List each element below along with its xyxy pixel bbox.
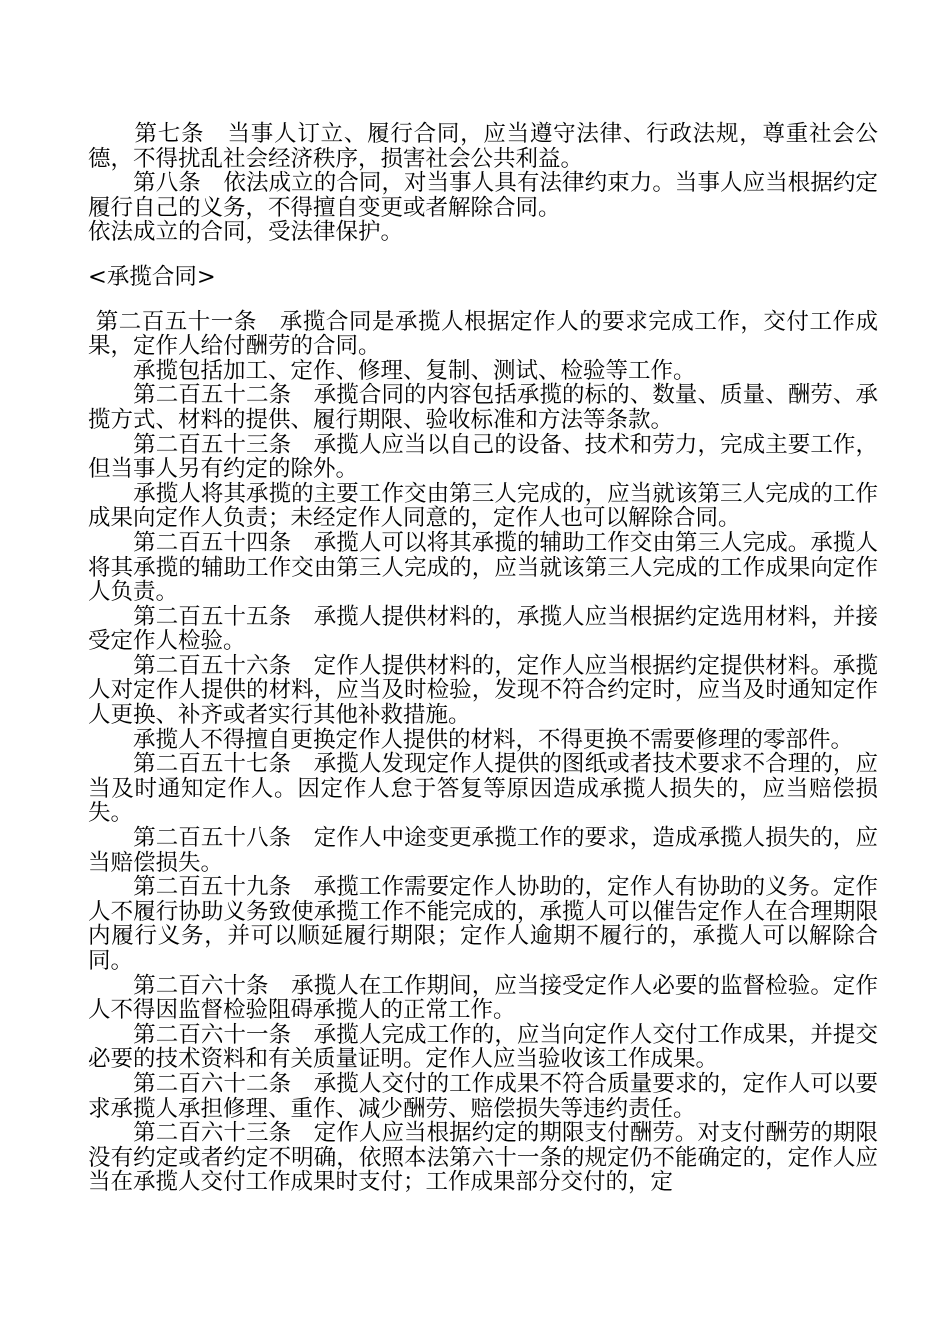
paragraph-article-7: 第七条 当事人订立、履行合同，应当遵守法律、行政法规，尊重社会公德，不得扰乱社会经济秩序，损害社会公共利益。 — [88, 121, 878, 172]
paragraph-article-253: 第二百五十三条 承揽人应当以自己的设备、技术和劳力，完成主要工作，但当事人另有约定的除外。 — [88, 431, 878, 483]
paragraph-article-263: 第二百六十三条 定作人应当根据约定的期限支付酬劳。对支付酬劳的期限没有约定或者约定不明确，依照本法第六十一条的规定仍不能确定的，定作人应当在承揽人交付工作成果时支付；工作成果部分交付的，定 — [88, 1120, 878, 1196]
section-heading: <承揽合同> — [88, 263, 216, 290]
paragraph-article-261: 第二百六十一条 承揽人完成工作的，应当向定作人交付工作成果，并提交必要的技术资料和有关质量证明。定作人应当验收该工作成果。 — [88, 1021, 878, 1073]
paragraph-legal-protection: 依法成立的合同，受法律保护。 — [88, 219, 404, 246]
paragraph: 承揽人将其承揽的主要工作交由第三人完成的，应当就该第三人完成的工作成果向定作人负责；未经定作人同意的，定作人也可以解除合同。 — [88, 480, 878, 532]
paragraph-article-251: 第二百五十一条 承揽合同是承揽人根据定作人的要求完成工作，交付工作成果，定作人给付酬劳的合同。 — [88, 308, 878, 360]
document-page — [88, 122, 878, 1195]
paragraph-article-255: 第二百五十五条 承揽人提供材料的，承揽人应当根据约定选用材料，并接受定作人检验。 — [88, 603, 878, 655]
paragraph: 承揽包括加工、定作、修理、复制、测试、检验等工作。 — [88, 357, 696, 384]
paragraph-article-258: 第二百五十八条 定作人中途变更承揽工作的要求，造成承揽人损失的，应当赔偿损失。 — [88, 825, 878, 876]
spacer — [88, 245, 878, 265]
paragraph-article-262: 第二百六十二条 承揽人交付的工作成果不符合质量要求的，定作人可以要求承揽人承担修理、重作、减少酬劳、赔偿损失等违约责任。 — [88, 1070, 878, 1122]
spacer — [88, 290, 878, 310]
paragraph-article-257: 第二百五十七条 承揽人发现定作人提供的图纸或者技术要求不合理的，应当及时通知定作人。因定作人怠于答复等原因造成承揽人损失的，应当赔偿损失。 — [88, 751, 878, 827]
paragraph-article-259: 第二百五十九条 承揽工作需要定作人协助的，定作人有协助的义务。定作人不履行协助义务致使承揽工作不能完成的，承揽人可以催告定作人在合理期限内履行义务，并可以顺延履行期限；定作人逾期不履行的，承揽人可以解除合同。 — [88, 874, 878, 974]
paragraph-article-260: 第二百六十条 承揽人在工作期间，应当接受定作人必要的监督检验。定作人不得因监督检验阻碍承揽人的正常工作。 — [88, 972, 878, 1024]
paragraph-article-256: 第二百五十六条 定作人提供材料的，定作人应当根据约定提供材料。承揽人对定作人提供的材料，应当及时检验，发现不符合约定时，应当及时通知定作人更换、补齐或者实行其他补救措施。 — [88, 652, 878, 729]
paragraph-article-8: 第八条 依法成立的合同，对当事人具有法律约束力。当事人应当根据约定履行自己的义务，不得擅自变更或者解除合同。 — [88, 170, 878, 221]
paragraph-article-254: 第二百五十四条 承揽人可以将其承揽的辅助工作交由第三人完成。承揽人将其承揽的辅助工作交由第三人完成的，应当就该第三人完成的工作成果向定作人负责。 — [88, 529, 878, 606]
paragraph: 承揽人不得擅自更换定作人提供的材料，不得更换不需要修理的零部件。 — [88, 726, 854, 753]
paragraph-article-252: 第二百五十二条 承揽合同的内容包括承揽的标的、数量、质量、酬劳、承揽方式、材料的提供、履行期限、验收标准和方法等条款。 — [88, 382, 878, 433]
